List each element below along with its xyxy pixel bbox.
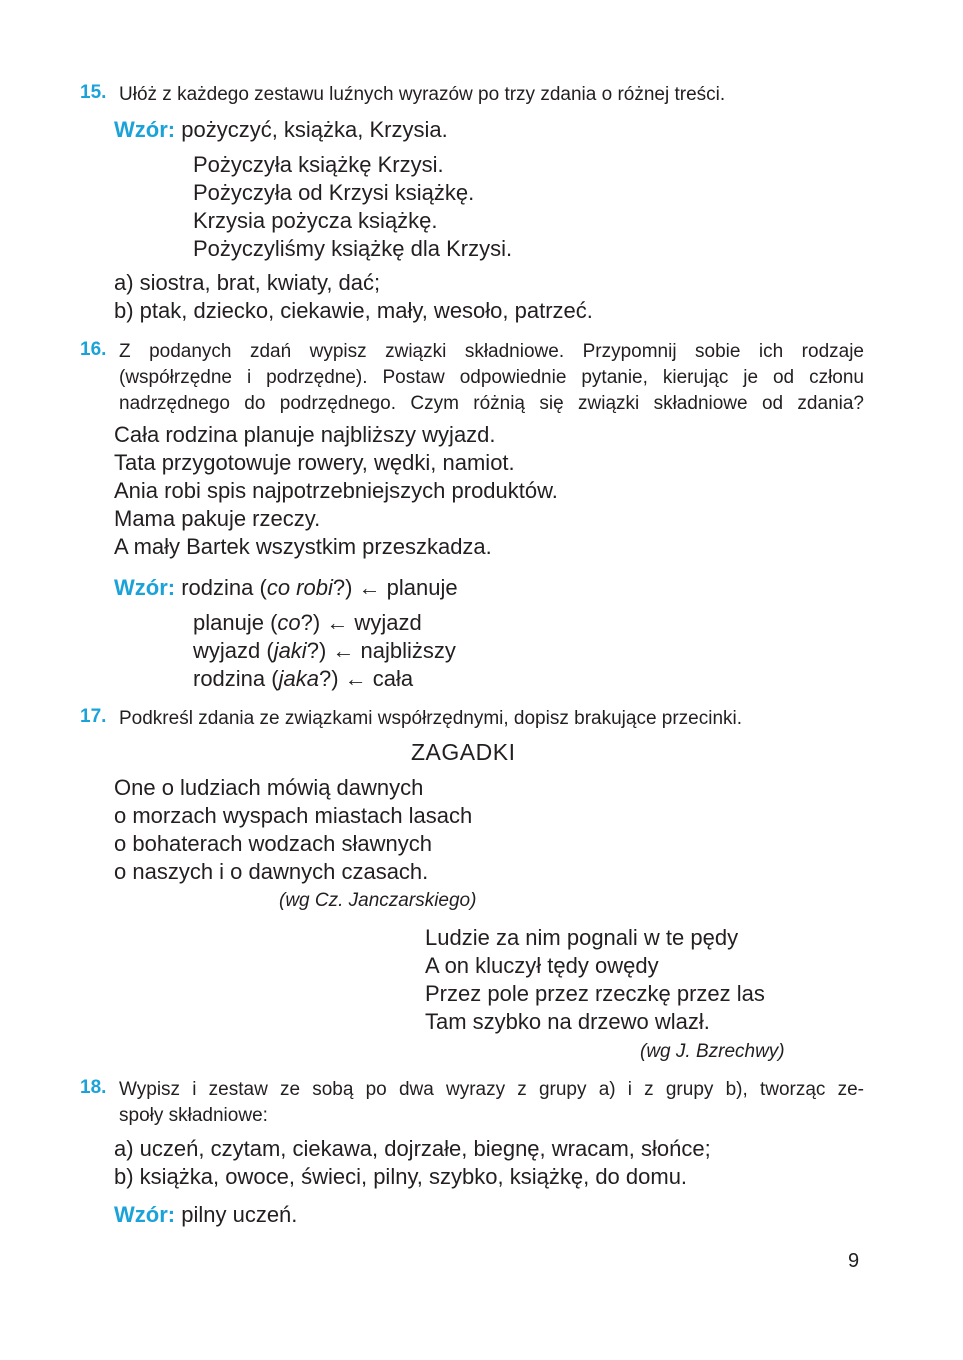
pattern-line — [114, 1201, 297, 1229]
instruction-line: (współrzędne i podrzędne). Postaw odpowiednie pytanie, kierując je od członu — [119, 367, 864, 388]
poem-line: A on kluczył tędy owędy — [425, 953, 659, 978]
sentence: A mały Bartek wszystkim przeszkadza. — [114, 534, 492, 559]
pattern-item: planuje (co?) ← wyjazd — [193, 610, 422, 635]
instruction-line: Z podanych zdań wypisz związki składniowe. Przypomnij sobie ich rodzaje — [119, 341, 864, 362]
pattern-text: pożyczyć, książka, Krzysia. — [181, 117, 448, 142]
word-set-a: a) siostra, brat, kwiaty, dać; — [114, 270, 381, 295]
example-sentence: Krzysia pożycza książkę. — [193, 208, 438, 233]
poem-line: Tam szybko na drzewo wlazł. — [425, 1009, 710, 1034]
pattern-line — [114, 574, 458, 602]
task-number: 17. — [80, 706, 107, 727]
sentence: Ania robi spis najpotrzebniejszych produktów. — [114, 478, 558, 503]
sentence: Mama pakuje rzeczy. — [114, 506, 321, 531]
poem-line: o naszych i o dawnych czasach. — [114, 859, 429, 884]
poem-line: o bohaterach wodzach sławnych — [114, 831, 432, 856]
sentence: Tata przygotowuje rowery, wędki, namiot. — [114, 450, 515, 475]
pattern-item: rodzina (jaka?) ← cała — [193, 666, 414, 691]
poem-1 — [114, 774, 472, 886]
word-sets — [114, 1135, 711, 1191]
poem-2 — [425, 924, 765, 1036]
instruction-line: społy składniowe: — [119, 1105, 268, 1126]
pattern-list — [193, 609, 456, 693]
pattern-label: Wzór: — [114, 575, 176, 600]
poem-line: o morzach wyspach miastach lasach — [114, 803, 473, 828]
word-set-a: a) uczeń, czytam, ciekawa, dojrzałe, biegnę, wracam, słońce; — [114, 1136, 711, 1161]
pattern-label: Wzór: — [114, 117, 176, 142]
pattern-label: Wzór: — [114, 1202, 176, 1227]
sentence: Cała rodzina planuje najbliższy wyjazd. — [114, 422, 496, 447]
example-sentences — [193, 151, 512, 263]
example-sentence: Pożyczyliśmy książkę dla Krzysi. — [193, 236, 513, 261]
task-instruction — [119, 1077, 864, 1129]
task-instruction: Ułóż z każdego zestawu luźnych wyrazów po trzy zdania o różnej treści. — [119, 84, 726, 105]
poem-source: (wg Cz. Janczarskiego) — [279, 890, 477, 911]
instruction-line: Wypisz i zestaw ze sobą po dwa wyrazy z grupy a) i z grupy b), tworząc ze- — [119, 1079, 864, 1100]
example-sentence: Pożyczyła książkę Krzysi. — [193, 152, 444, 177]
poem-line: Przez pole przez rzeczkę przez las — [425, 981, 765, 1006]
poem-source: (wg J. Bzrechwy) — [640, 1041, 785, 1062]
word-sets — [114, 269, 593, 325]
sentences — [114, 421, 558, 561]
poem-title: ZAGADKI — [411, 739, 516, 765]
pattern-item: rodzina (co robi?) ← planuje — [181, 575, 458, 600]
word-set-b: b) ptak, dziecko, ciekawie, mały, wesoło, patrzeć. — [114, 298, 593, 323]
poem-line: One o ludziach mówią dawnych — [114, 775, 424, 800]
pattern-text: pilny uczeń. — [181, 1202, 298, 1227]
pattern-item: wyjazd (jaki?) ← najbliższy — [193, 638, 456, 663]
page-number: 9 — [848, 1250, 860, 1272]
task-number: 16. — [80, 339, 107, 360]
task-number: 15. — [80, 82, 107, 103]
task-instruction: Podkreśl zdania ze związkami współrzędnymi, dopisz brakujące przecinki. — [119, 708, 743, 729]
instruction-line: nadrzędnego do podrzędnego. Czym różnią się związki składniowe od zdania? — [119, 393, 864, 414]
word-set-b: b) książka, owoce, świeci, pilny, szybko, książkę, do domu. — [114, 1164, 688, 1189]
example-sentence: Pożyczyła od Krzysi książkę. — [193, 180, 475, 205]
poem-line: Ludzie za nim pognali w te pędy — [425, 925, 739, 950]
task-instruction — [119, 339, 864, 417]
task-number: 18. — [80, 1077, 107, 1098]
pattern-line — [114, 116, 448, 144]
